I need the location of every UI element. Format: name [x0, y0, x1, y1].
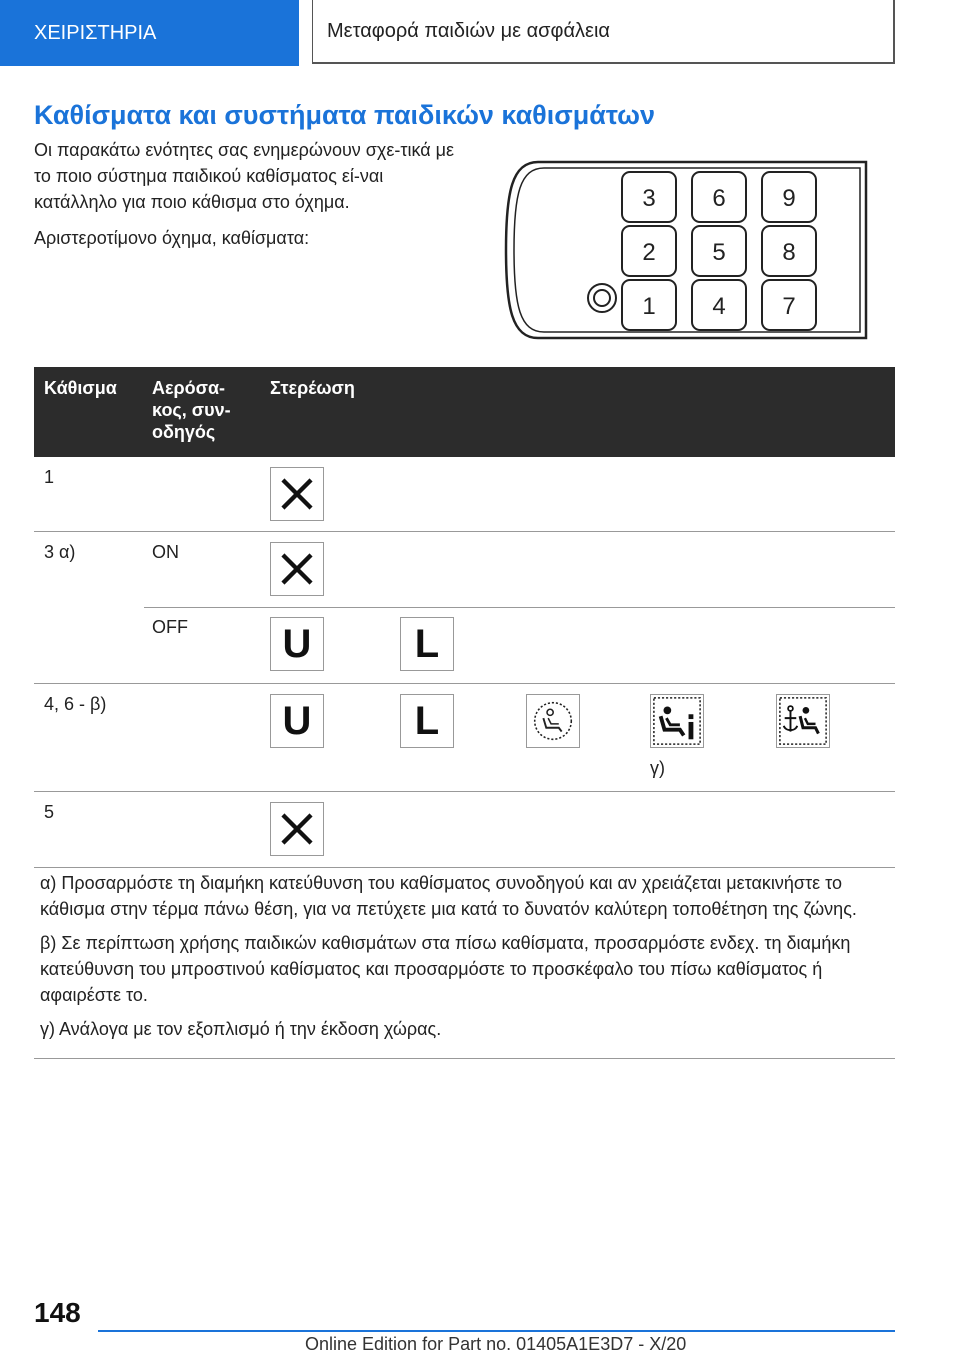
semi-universal-l-icon: L [400, 694, 454, 748]
universal-u-icon: U [270, 617, 324, 671]
key-2: 2 [642, 239, 656, 266]
table-footnotes [34, 870, 895, 1059]
close-x-icon [270, 802, 324, 856]
close-x-icon [270, 467, 324, 521]
seat-cell: 4, 6 - β) [44, 694, 107, 714]
footnote-c: γ) Ανάλογα με τον εξοπλισμό ή την έκδοση χώρας. [40, 1019, 442, 1039]
table-row [34, 532, 895, 607]
airbag-cell: OFF [152, 617, 188, 637]
seat-cell: 1 [44, 467, 55, 487]
key-3: 3 [642, 185, 656, 212]
intro-paragraph: Οι παρακάτω ενότητες σας ενημερώνουν σχε-τικά με το ποιο σύστημα παιδικού καθίσματος εί-ναι κατάλληλο για ποιο κάθισμα στο όχημα. [34, 140, 455, 212]
page-header-title: Μεταφορά παιδιών με ασφάλεια [312, 0, 895, 64]
semi-universal-l-icon: L [400, 617, 454, 671]
page-number: 148 [34, 1297, 81, 1328]
seat-cell: 3 α) [44, 542, 76, 562]
key-9: 9 [782, 185, 796, 212]
key-7: 7 [782, 293, 796, 320]
table-header [34, 367, 895, 457]
i-size-info-seat-icon [650, 694, 704, 748]
col-header-seat: Κάθισμα [44, 378, 117, 398]
seat-keypad-illustration [498, 158, 870, 342]
footnote-b: β) Σε περίπτωση χρήσης παιδικών καθισμάτων στα πίσω καθίσματα, προσαρμόστε ενδεχ. τη διαμήκη κατεύθυνση του μπροστινού καθίσματος και προσαρμόστε το προσκέφαλο του πίσω καθίσματος ή αφαιρέστε το. [40, 933, 851, 1005]
footer-divider [98, 1330, 895, 1332]
table-row [34, 607, 895, 684]
table-row [34, 684, 895, 792]
section-tab: ΧΕΙΡΙΣΤΗΡΙΑ [0, 0, 299, 66]
row-divider [144, 607, 895, 608]
key-4: 4 [712, 293, 726, 320]
key-8: 8 [782, 239, 796, 266]
airbag-cell: ON [152, 542, 179, 562]
footnote-a: α) Προσαρμόστε τη διαμήκη κατεύθυνση του καθίσματος συνοδηγού και αν χρειάζεται μετακινήστε το κάθισμα στην τέρμα πάνω θέση, για να πετύχετε μια κατά το δυνατόν καλύτερη τοποθέτηση της ζώνης. [40, 873, 857, 919]
key-6: 6 [712, 185, 726, 212]
universal-u-icon: U [270, 694, 324, 748]
close-x-icon [270, 542, 324, 596]
col-header-airbag: Αερόσα-κος, συν-οδηγός [152, 378, 231, 442]
intro-text [34, 137, 459, 261]
table-row [34, 792, 895, 868]
intro-subheading: Αριστεροτίμονο όχημα, καθίσματα: [34, 228, 310, 248]
seat-compatibility-table [34, 367, 895, 868]
footnote-marker: γ) [650, 758, 665, 778]
key-5: 5 [712, 239, 726, 266]
isofix-anchor-seat-icon [776, 694, 830, 748]
key-1: 1 [642, 293, 656, 320]
edition-footer: Online Edition for Part no. 01405A1E3D7 - X/20 [305, 1334, 687, 1354]
table-row [34, 457, 895, 532]
section-title: Καθίσματα και συστήματα παιδικών καθισμάτων [34, 100, 655, 130]
i-size-seat-icon [526, 694, 580, 748]
seat-cell: 5 [44, 802, 55, 822]
col-header-mounting: Στερέωση [270, 378, 355, 398]
